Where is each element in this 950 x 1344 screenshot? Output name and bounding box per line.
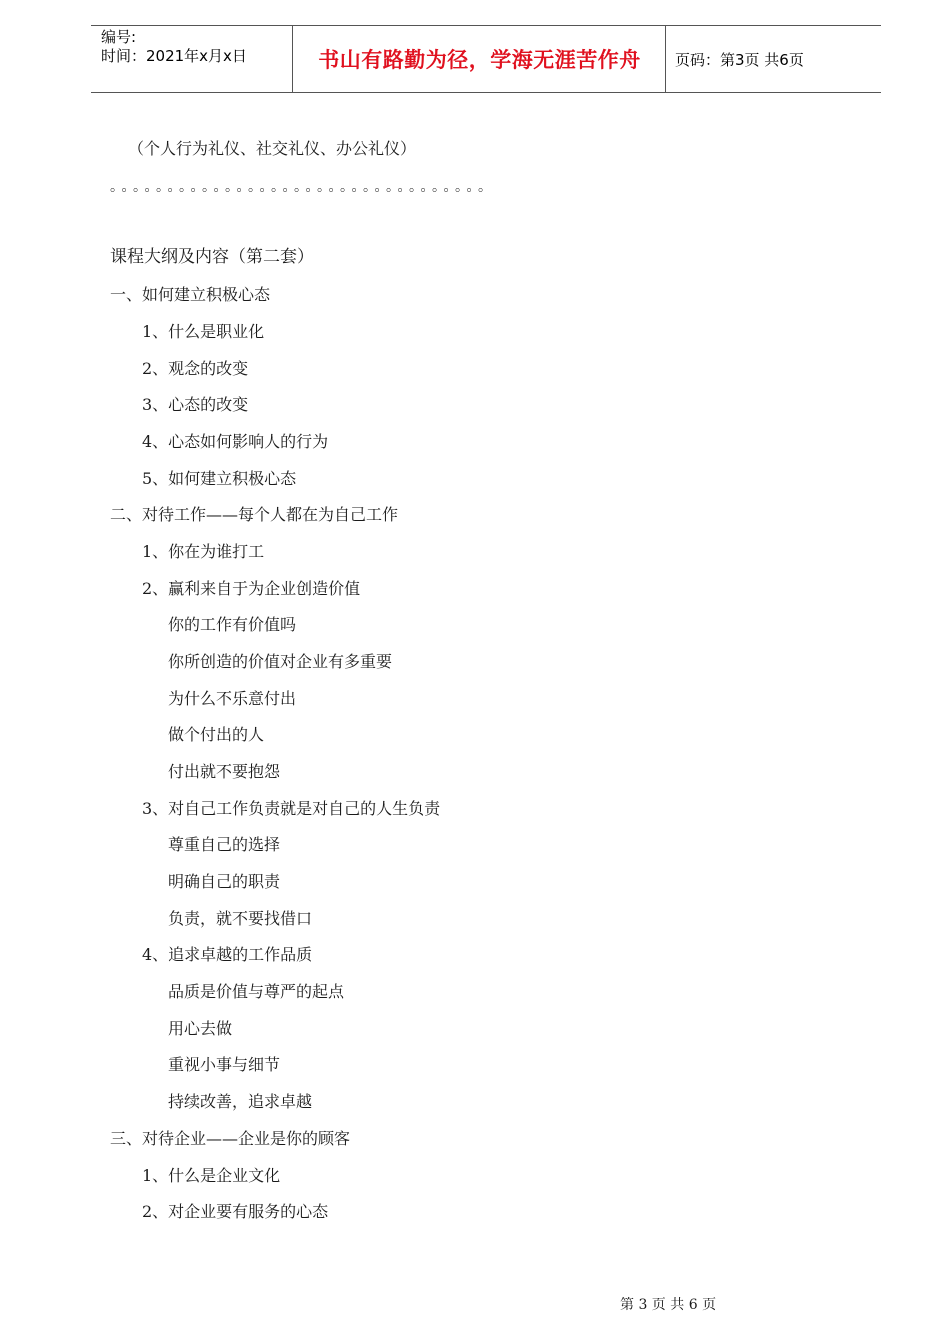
- outline-subitem: 重视小事与细节: [168, 1055, 281, 1074]
- outline-item: 4、心态如何影响人的行为: [142, 432, 329, 451]
- outline-item: 2、观念的改变: [142, 359, 249, 378]
- outline-item: 2、对企业要有服务的心态: [142, 1202, 329, 1221]
- outline-heading: 二、对待工作——每个人都在为自己工作: [110, 505, 399, 524]
- header-meta: [101, 28, 247, 66]
- header-page-label: 页码：第3页 共6页: [675, 50, 804, 69]
- header-divider: [292, 26, 293, 92]
- outline-item: 4、追求卓越的工作品质: [142, 945, 313, 964]
- outline-subitem: 你所创造的价值对企业有多重要: [168, 652, 393, 671]
- page-footer: 第 3 页 共 6 页: [620, 1297, 717, 1313]
- outline-subitem: 用心去做: [168, 1019, 233, 1038]
- outline-item: 3、心态的改变: [142, 395, 249, 414]
- outline-item: 1、什么是职业化: [142, 322, 265, 341]
- outline-subitem: 明确自己的职责: [168, 872, 281, 891]
- header-motto: 书山有路勤为径，学海无涯苦作舟: [318, 48, 641, 72]
- time-label: 时间：2021年x月x日: [101, 47, 247, 65]
- outline-heading: 三、对待企业——企业是你的顾客: [110, 1129, 351, 1148]
- outline-item: 5、如何建立积极心态: [142, 469, 297, 488]
- outline-subitem: 做个付出的人: [168, 725, 265, 744]
- outline-subitem: 品质是价值与尊严的起点: [168, 982, 345, 1001]
- serial-label: 编号:: [101, 28, 137, 46]
- outline-heading: 一、如何建立积极心态: [110, 285, 271, 304]
- outline-item: 2、赢利来自于为企业创造价值: [142, 579, 361, 598]
- outline-subitem: 尊重自己的选择: [168, 835, 281, 854]
- dotted-separator: 。。。。。。。。。。。。。。。。。。。。。。。。。。。。。。。。。: [110, 179, 497, 195]
- page-header: [91, 25, 881, 93]
- outline-subitem: 为什么不乐意付出: [168, 689, 297, 708]
- outline-item: 1、什么是企业文化: [142, 1166, 281, 1185]
- intro-text: （个人行为礼仪、社交礼仪、办公礼仪）: [128, 139, 417, 158]
- outline-subitem: 你的工作有价值吗: [168, 615, 297, 634]
- outline-subitem: 付出就不要抱怨: [168, 762, 281, 781]
- outline-item: 3、对自己工作负责就是对自己的人生负责: [142, 799, 441, 818]
- section-title: 课程大纲及内容（第二套）: [110, 247, 314, 267]
- outline-item: 1、你在为谁打工: [142, 542, 265, 561]
- header-divider: [665, 26, 666, 92]
- outline-subitem: 持续改善，追求卓越: [168, 1092, 313, 1111]
- outline-subitem: 负责，就不要找借口: [168, 909, 313, 928]
